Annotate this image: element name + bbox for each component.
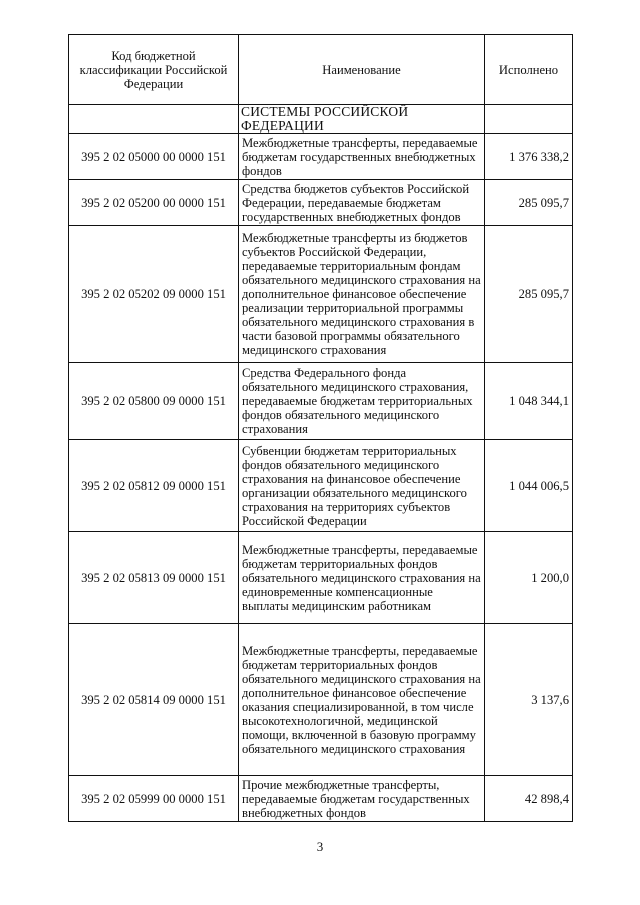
header-name: Наименование: [239, 35, 485, 105]
row-executed: 1 044 006,5: [485, 440, 573, 532]
row-code: 395 2 02 05202 09 0000 151: [69, 226, 239, 363]
row-name: Межбюджетные трансферты, передаваемые бюджетам государственных внебюджетных фондов: [239, 134, 485, 180]
table-row: [69, 134, 573, 180]
row-name: Межбюджетные трансферты, передаваемые бюджетам территориальных фондов обязательного медицинского страхования на дополнительное финансовое обеспечение оказания специализированной, в том числе высокотехнологичной, медицинской помощи, включенной в базовую программу обязательного медицинского страхования: [239, 624, 485, 776]
table-header-row: [69, 35, 573, 105]
row-code: 395 2 02 05800 09 0000 151: [69, 363, 239, 440]
row-executed: 1 200,0: [485, 532, 573, 624]
row-executed: 1 376 338,2: [485, 134, 573, 180]
section-code-cell: [69, 105, 239, 134]
row-name: Средства Федерального фонда обязательного медицинского страхования, передаваемые бюджетам территориальных фондов обязательного медицинского страхования: [239, 363, 485, 440]
row-name: Межбюджетные трансферты из бюджетов субъектов Российской Федерации, передаваемые территориальным фондам обязательного медицинского страхования на дополнительное финансовое обеспечение реализации территориальной программы обязательного медицинского страхования в части базовой программы обязательного медицинского страхования: [239, 226, 485, 363]
table-row: [69, 226, 573, 363]
row-executed: 42 898,4: [485, 776, 573, 822]
table-row: [69, 624, 573, 776]
row-code: 395 2 02 05814 09 0000 151: [69, 624, 239, 776]
row-code: 395 2 02 05000 00 0000 151: [69, 134, 239, 180]
row-code: 395 2 02 05813 09 0000 151: [69, 532, 239, 624]
row-name: Прочие межбюджетные трансферты, передаваемые бюджетам государственных внебюджетных фондов: [239, 776, 485, 822]
row-executed: 285 095,7: [485, 226, 573, 363]
row-code: 395 2 02 05200 00 0000 151: [69, 180, 239, 226]
table-row: [69, 532, 573, 624]
section-title: СИСТЕМЫ РОССИЙСКОЙ ФЕДЕРАЦИИ: [239, 105, 485, 134]
row-executed: 3 137,6: [485, 624, 573, 776]
table-row: [69, 440, 573, 532]
section-executed-cell: [485, 105, 573, 134]
row-code: 395 2 02 05999 00 0000 151: [69, 776, 239, 822]
row-name: Субвенции бюджетам территориальных фондов обязательного медицинского страхования на финансовое обеспечение организации обязательного медицинского страхования на территориях субъектов Российской Федерации: [239, 440, 485, 532]
page-number: 3: [316, 839, 324, 854]
row-executed: 1 048 344,1: [485, 363, 573, 440]
row-code: 395 2 02 05812 09 0000 151: [69, 440, 239, 532]
row-name: Межбюджетные трансферты, передаваемые бюджетам территориальных фондов обязательного медицинского страхования на единовременные компенсационные выплаты медицинским работникам: [239, 532, 485, 624]
table-row: [69, 776, 573, 822]
table-row: [69, 180, 573, 226]
header-executed: Исполнено: [485, 35, 573, 105]
row-name: Средства бюджетов субъектов Российской Федерации, передаваемые бюджетам государственных внебюджетных фондов: [239, 180, 485, 226]
budget-table: [68, 34, 573, 822]
row-executed: 285 095,7: [485, 180, 573, 226]
header-code: Код бюджетной классификации Российской Федерации: [69, 35, 239, 105]
table-row: [69, 363, 573, 440]
section-row: [69, 105, 573, 134]
